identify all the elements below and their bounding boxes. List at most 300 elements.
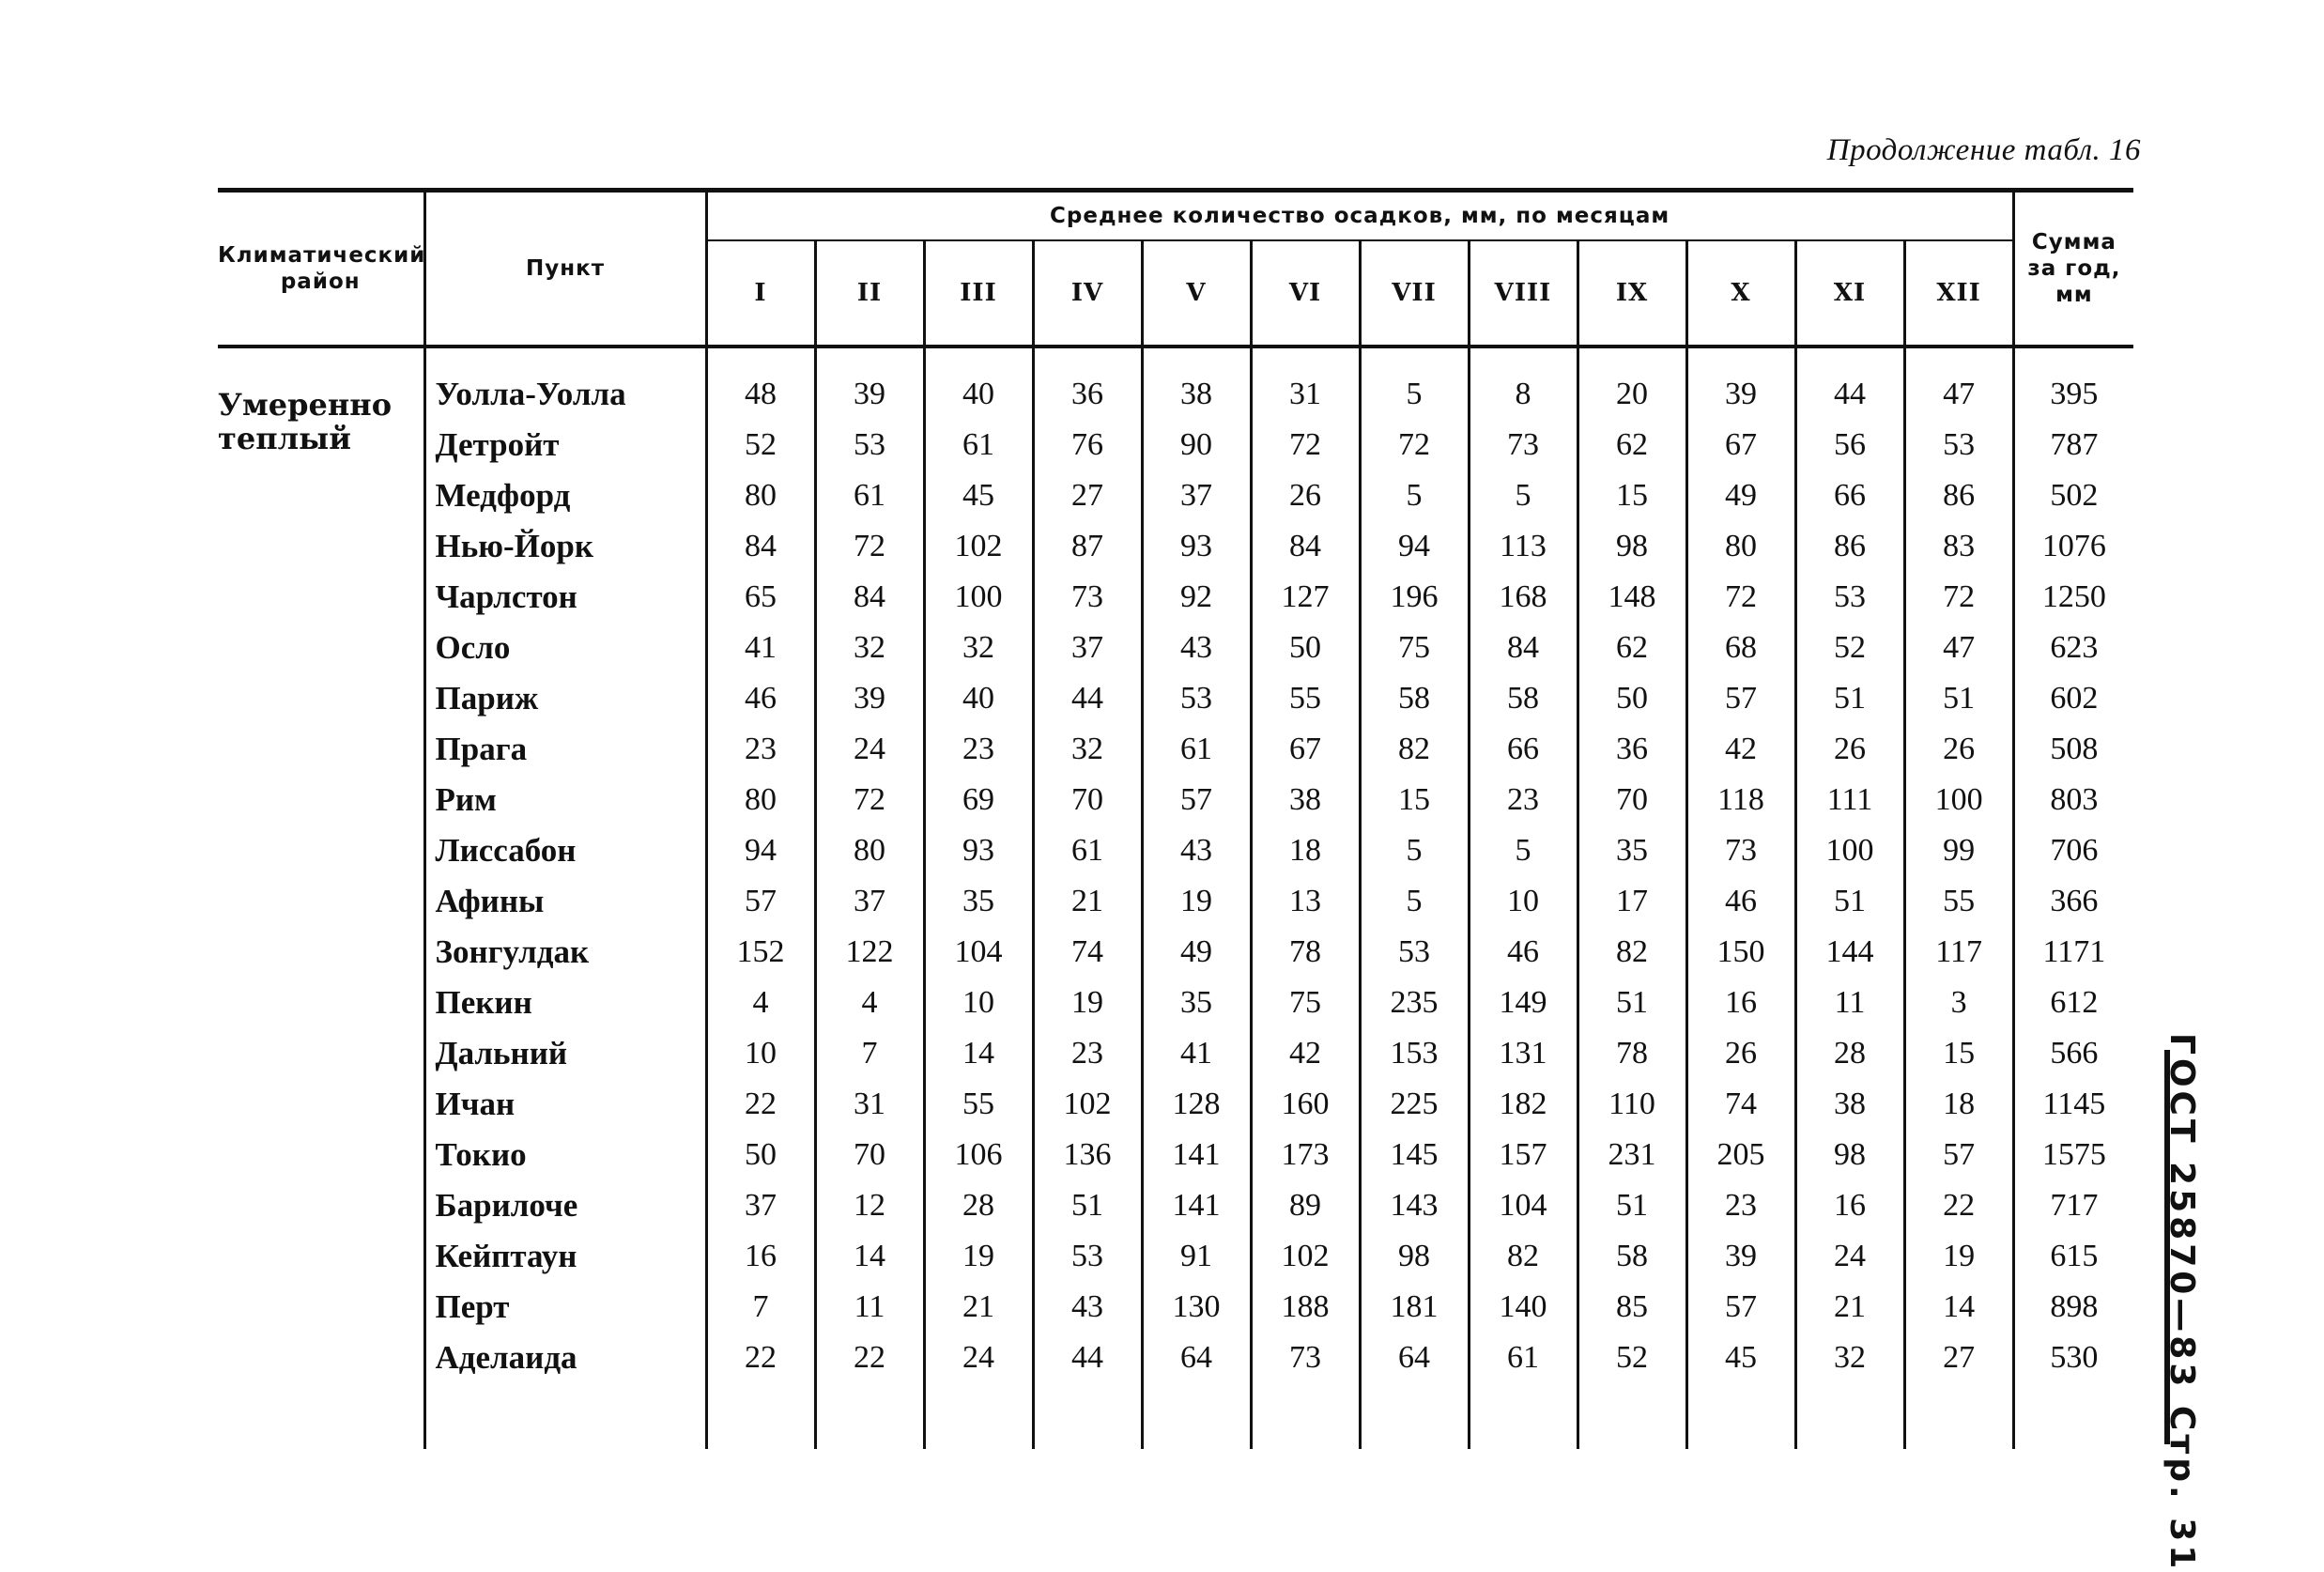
month-value-cell: 50	[1578, 673, 1686, 724]
month-value-cell: 152	[706, 927, 815, 978]
month-value-cell: 72	[1360, 420, 1469, 470]
month-value-cell: 72	[1251, 420, 1360, 470]
month-value-cell: 44	[1795, 369, 1904, 420]
table-row	[218, 927, 2133, 978]
month-value-cell: 98	[1578, 521, 1686, 572]
month-value-cell: 13	[1251, 876, 1360, 927]
month-value-cell: 38	[1795, 1079, 1904, 1130]
month-value-cell: 73	[1033, 572, 1142, 623]
month-value-cell: 26	[1904, 724, 2013, 775]
month-value-cell: 28	[1795, 1028, 1904, 1079]
month-value-cell: 21	[1033, 876, 1142, 927]
header-region: Климатический район	[218, 191, 424, 347]
month-value-cell: 55	[924, 1079, 1033, 1130]
month-value-cell: 84	[815, 572, 924, 623]
month-value-cell: 26	[1686, 1028, 1795, 1079]
month-value-cell: 26	[1251, 470, 1360, 521]
table-row	[218, 825, 2133, 876]
month-value-cell: 104	[1469, 1180, 1578, 1231]
table-row	[218, 978, 2133, 1028]
month-value-cell: 122	[815, 927, 924, 978]
place-cell: Париж	[424, 673, 706, 724]
sum-cell: 623	[2013, 623, 2133, 673]
month-value-cell: 35	[924, 876, 1033, 927]
month-value-cell: 61	[815, 470, 924, 521]
month-value-cell: 74	[1686, 1079, 1795, 1130]
month-value-cell: 35	[1142, 978, 1251, 1028]
month-value-cell: 235	[1360, 978, 1469, 1028]
month-value-cell: 84	[1469, 623, 1578, 673]
month-value-cell: 18	[1251, 825, 1360, 876]
spacer-cell	[924, 347, 1033, 369]
month-value-cell: 50	[1251, 623, 1360, 673]
table-row	[218, 623, 2133, 673]
month-value-cell: 18	[1904, 1079, 2013, 1130]
month-value-cell: 48	[706, 369, 815, 420]
table-row	[218, 572, 2133, 623]
month-value-cell: 84	[1251, 521, 1360, 572]
month-value-cell: 104	[924, 927, 1033, 978]
header-month: VI	[1251, 240, 1360, 347]
region-cell: Умеренно теплый	[218, 369, 424, 1449]
table-row	[218, 1130, 2133, 1180]
place-cell: Кейптаун	[424, 1231, 706, 1282]
place-cell: Осло	[424, 623, 706, 673]
month-value-cell: 38	[1251, 775, 1360, 825]
table-continuation-label: Продолжение табл. 16	[1826, 133, 2141, 167]
month-value-cell: 53	[1033, 1231, 1142, 1282]
month-value-cell: 99	[1904, 825, 2013, 876]
month-value-cell: 38	[1142, 369, 1251, 420]
month-value-cell: 27	[1033, 470, 1142, 521]
month-value-cell: 44	[1033, 673, 1142, 724]
month-value-cell: 37	[1142, 470, 1251, 521]
month-value-cell: 78	[1251, 927, 1360, 978]
tail-cell	[424, 1383, 706, 1449]
month-value-cell: 55	[1251, 673, 1360, 724]
place-cell: Прага	[424, 724, 706, 775]
table-row	[218, 470, 2133, 521]
month-value-cell: 47	[1904, 369, 2013, 420]
month-value-cell: 86	[1904, 470, 2013, 521]
month-value-cell: 36	[1033, 369, 1142, 420]
header-month: VIII	[1469, 240, 1578, 347]
month-value-cell: 19	[1142, 876, 1251, 927]
table-row	[218, 673, 2133, 724]
month-value-cell: 46	[706, 673, 815, 724]
place-cell: Токио	[424, 1130, 706, 1180]
month-value-cell: 145	[1360, 1130, 1469, 1180]
month-value-cell: 45	[924, 470, 1033, 521]
month-value-cell: 127	[1251, 572, 1360, 623]
month-value-cell: 110	[1578, 1079, 1686, 1130]
spacer-cell	[1469, 347, 1578, 369]
place-cell: Дальний	[424, 1028, 706, 1079]
month-value-cell: 51	[1795, 876, 1904, 927]
month-value-cell: 16	[706, 1231, 815, 1282]
month-value-cell: 23	[706, 724, 815, 775]
month-value-cell: 80	[815, 825, 924, 876]
month-value-cell: 44	[1033, 1333, 1142, 1383]
month-value-cell: 90	[1142, 420, 1251, 470]
month-value-cell: 102	[1033, 1079, 1142, 1130]
month-value-cell: 22	[1904, 1180, 2013, 1231]
month-value-cell: 113	[1469, 521, 1578, 572]
month-value-cell: 76	[1033, 420, 1142, 470]
table-body	[218, 347, 2133, 1449]
header-month: I	[706, 240, 815, 347]
month-value-cell: 37	[815, 876, 924, 927]
month-value-cell: 39	[1686, 1231, 1795, 1282]
month-value-cell: 5	[1360, 369, 1469, 420]
tail-cell	[706, 1383, 815, 1449]
month-value-cell: 23	[1686, 1180, 1795, 1231]
table-row	[218, 1282, 2133, 1333]
month-value-cell: 102	[924, 521, 1033, 572]
month-value-cell: 80	[706, 775, 815, 825]
spacer-cell	[1904, 347, 2013, 369]
month-value-cell: 21	[924, 1282, 1033, 1333]
sum-cell: 717	[2013, 1180, 2133, 1231]
month-value-cell: 24	[924, 1333, 1033, 1383]
month-value-cell: 100	[924, 572, 1033, 623]
table-row	[218, 724, 2133, 775]
spacer-cell	[1578, 347, 1686, 369]
place-cell: Детройт	[424, 420, 706, 470]
month-value-cell: 17	[1578, 876, 1686, 927]
sum-cell: 1575	[2013, 1130, 2133, 1180]
month-value-cell: 47	[1904, 623, 2013, 673]
sum-cell: 395	[2013, 369, 2133, 420]
tail-cell	[1360, 1383, 1469, 1449]
header-sum: Сумма за год, мм	[2013, 191, 2133, 347]
month-value-cell: 53	[1142, 673, 1251, 724]
month-value-cell: 61	[924, 420, 1033, 470]
sum-cell: 1171	[2013, 927, 2133, 978]
month-value-cell: 70	[815, 1130, 924, 1180]
month-value-cell: 111	[1795, 775, 1904, 825]
month-value-cell: 49	[1686, 470, 1795, 521]
sum-cell: 502	[2013, 470, 2133, 521]
month-value-cell: 16	[1795, 1180, 1904, 1231]
month-value-cell: 39	[815, 673, 924, 724]
table-row	[218, 369, 2133, 420]
month-value-cell: 141	[1142, 1180, 1251, 1231]
month-value-cell: 5	[1360, 876, 1469, 927]
month-value-cell: 53	[1360, 927, 1469, 978]
spacer-cell	[424, 347, 706, 369]
table-row	[218, 775, 2133, 825]
month-value-cell: 72	[815, 775, 924, 825]
place-cell: Афины	[424, 876, 706, 927]
month-value-cell: 31	[815, 1079, 924, 1130]
month-value-cell: 68	[1686, 623, 1795, 673]
month-value-cell: 117	[1904, 927, 2013, 978]
table-row	[218, 1231, 2133, 1282]
sum-cell: 787	[2013, 420, 2133, 470]
header-month: IX	[1578, 240, 1686, 347]
month-value-cell: 23	[1469, 775, 1578, 825]
spacer-cell	[1251, 347, 1360, 369]
sum-cell: 898	[2013, 1282, 2133, 1333]
month-value-cell: 65	[706, 572, 815, 623]
month-value-cell: 78	[1578, 1028, 1686, 1079]
month-value-cell: 92	[1142, 572, 1251, 623]
sum-cell: 602	[2013, 673, 2133, 724]
place-cell: Чарлстон	[424, 572, 706, 623]
table-row	[218, 1180, 2133, 1231]
month-value-cell: 182	[1469, 1079, 1578, 1130]
month-value-cell: 52	[1795, 623, 1904, 673]
place-cell: Зонгулдак	[424, 927, 706, 978]
table-row	[218, 521, 2133, 572]
month-value-cell: 205	[1686, 1130, 1795, 1180]
month-value-cell: 168	[1469, 572, 1578, 623]
month-value-cell: 28	[924, 1180, 1033, 1231]
sum-cell: 1250	[2013, 572, 2133, 623]
table-row	[218, 1079, 2133, 1130]
month-value-cell: 57	[1142, 775, 1251, 825]
month-value-cell: 45	[1686, 1333, 1795, 1383]
month-value-cell: 58	[1360, 673, 1469, 724]
month-value-cell: 82	[1578, 927, 1686, 978]
month-value-cell: 62	[1578, 420, 1686, 470]
month-value-cell: 80	[706, 470, 815, 521]
spacer-cell	[1360, 347, 1469, 369]
month-value-cell: 72	[1686, 572, 1795, 623]
table-row	[218, 876, 2133, 927]
month-value-cell: 149	[1469, 978, 1578, 1028]
month-value-cell: 24	[815, 724, 924, 775]
month-value-cell: 128	[1142, 1079, 1251, 1130]
month-value-cell: 55	[1904, 876, 2013, 927]
month-value-cell: 51	[1033, 1180, 1142, 1231]
sum-cell: 612	[2013, 978, 2133, 1028]
month-value-cell: 11	[815, 1282, 924, 1333]
table-row	[218, 1028, 2133, 1079]
month-value-cell: 4	[706, 978, 815, 1028]
month-value-cell: 7	[815, 1028, 924, 1079]
month-value-cell: 70	[1578, 775, 1686, 825]
month-value-cell: 61	[1469, 1333, 1578, 1383]
month-value-cell: 41	[706, 623, 815, 673]
tail-cell	[1795, 1383, 1904, 1449]
month-value-cell: 37	[1033, 623, 1142, 673]
month-value-cell: 52	[706, 420, 815, 470]
month-value-cell: 31	[1251, 369, 1360, 420]
month-value-cell: 73	[1686, 825, 1795, 876]
month-value-cell: 40	[924, 369, 1033, 420]
place-cell: Ичан	[424, 1079, 706, 1130]
table-header	[218, 191, 2133, 347]
spacer-cell	[706, 347, 815, 369]
month-value-cell: 7	[706, 1282, 815, 1333]
month-value-cell: 51	[1904, 673, 2013, 724]
month-value-cell: 82	[1469, 1231, 1578, 1282]
spacer-cell	[1795, 347, 1904, 369]
month-value-cell: 80	[1686, 521, 1795, 572]
month-value-cell: 153	[1360, 1028, 1469, 1079]
month-value-cell: 131	[1469, 1028, 1578, 1079]
month-value-cell: 64	[1360, 1333, 1469, 1383]
header-month: XII	[1904, 240, 2013, 347]
month-value-cell: 14	[815, 1231, 924, 1282]
month-value-cell: 15	[1578, 470, 1686, 521]
spacer-cell	[815, 347, 924, 369]
month-value-cell: 70	[1033, 775, 1142, 825]
month-value-cell: 130	[1142, 1282, 1251, 1333]
month-value-cell: 86	[1795, 521, 1904, 572]
tail-cell	[1578, 1383, 1686, 1449]
header-month: XI	[1795, 240, 1904, 347]
place-cell: Нью-Йорк	[424, 521, 706, 572]
header-month: III	[924, 240, 1033, 347]
month-value-cell: 89	[1251, 1180, 1360, 1231]
month-value-cell: 14	[1904, 1282, 2013, 1333]
month-value-cell: 15	[1904, 1028, 2013, 1079]
month-value-cell: 231	[1578, 1130, 1686, 1180]
month-value-cell: 57	[1904, 1130, 2013, 1180]
tail-cell	[815, 1383, 924, 1449]
month-value-cell: 4	[815, 978, 924, 1028]
month-value-cell: 16	[1686, 978, 1795, 1028]
table-row	[218, 1333, 2133, 1383]
month-value-cell: 53	[1795, 572, 1904, 623]
month-value-cell: 160	[1251, 1079, 1360, 1130]
month-value-cell: 72	[1904, 572, 2013, 623]
sum-cell: 1076	[2013, 521, 2133, 572]
place-cell: Перт	[424, 1282, 706, 1333]
month-value-cell: 51	[1578, 978, 1686, 1028]
month-value-cell: 46	[1469, 927, 1578, 978]
month-value-cell: 49	[1142, 927, 1251, 978]
month-value-cell: 36	[1578, 724, 1686, 775]
tail-cell	[924, 1383, 1033, 1449]
header-month: VII	[1360, 240, 1469, 347]
month-value-cell: 75	[1251, 978, 1360, 1028]
month-value-cell: 141	[1142, 1130, 1251, 1180]
month-value-cell: 57	[1686, 673, 1795, 724]
month-value-cell: 94	[706, 825, 815, 876]
month-value-cell: 75	[1360, 623, 1469, 673]
month-value-cell: 102	[1251, 1231, 1360, 1282]
spacer-cell	[1033, 347, 1142, 369]
month-value-cell: 46	[1686, 876, 1795, 927]
month-value-cell: 66	[1469, 724, 1578, 775]
month-value-cell: 21	[1795, 1282, 1904, 1333]
month-value-cell: 87	[1033, 521, 1142, 572]
month-value-cell: 5	[1360, 825, 1469, 876]
month-value-cell: 41	[1142, 1028, 1251, 1079]
spacer-cell	[1686, 347, 1795, 369]
month-value-cell: 23	[1033, 1028, 1142, 1079]
month-value-cell: 93	[1142, 521, 1251, 572]
tail-row	[218, 1383, 2133, 1449]
month-value-cell: 39	[1686, 369, 1795, 420]
month-value-cell: 73	[1251, 1333, 1360, 1383]
month-value-cell: 100	[1795, 825, 1904, 876]
header-month: IV	[1033, 240, 1142, 347]
month-value-cell: 10	[706, 1028, 815, 1079]
month-value-cell: 8	[1469, 369, 1578, 420]
month-value-cell: 35	[1578, 825, 1686, 876]
month-value-cell: 53	[815, 420, 924, 470]
spacer-row	[218, 347, 2133, 369]
tail-cell	[1904, 1383, 2013, 1449]
month-value-cell: 37	[706, 1180, 815, 1231]
month-value-cell: 5	[1469, 825, 1578, 876]
month-value-cell: 69	[924, 775, 1033, 825]
month-value-cell: 91	[1142, 1231, 1251, 1282]
month-value-cell: 3	[1904, 978, 2013, 1028]
month-value-cell: 94	[1360, 521, 1469, 572]
month-value-cell: 14	[924, 1028, 1033, 1079]
month-value-cell: 23	[924, 724, 1033, 775]
month-value-cell: 19	[1033, 978, 1142, 1028]
month-value-cell: 74	[1033, 927, 1142, 978]
month-value-cell: 148	[1578, 572, 1686, 623]
month-value-cell: 84	[706, 521, 815, 572]
month-value-cell: 61	[1033, 825, 1142, 876]
month-value-cell: 67	[1686, 420, 1795, 470]
spacer-cell	[2013, 347, 2133, 369]
month-value-cell: 26	[1795, 724, 1904, 775]
place-cell: Лиссабон	[424, 825, 706, 876]
month-value-cell: 106	[924, 1130, 1033, 1180]
place-cell: Пекин	[424, 978, 706, 1028]
month-value-cell: 19	[1904, 1231, 2013, 1282]
month-value-cell: 136	[1033, 1130, 1142, 1180]
month-value-cell: 144	[1795, 927, 1904, 978]
table-row	[218, 420, 2133, 470]
month-value-cell: 58	[1469, 673, 1578, 724]
month-value-cell: 143	[1360, 1180, 1469, 1231]
tail-cell	[1033, 1383, 1142, 1449]
month-value-cell: 188	[1251, 1282, 1360, 1333]
month-value-cell: 118	[1686, 775, 1795, 825]
place-cell: Уолла-Уолла	[424, 369, 706, 420]
month-value-cell: 57	[1686, 1282, 1795, 1333]
header-place: Пункт	[424, 191, 706, 347]
side-standard-label: ГОСТ 25870—83 Стр. 31	[2162, 1033, 2201, 1572]
place-cell: Барилоче	[424, 1180, 706, 1231]
place-cell: Аделаида	[424, 1333, 706, 1383]
place-cell: Медфорд	[424, 470, 706, 521]
month-value-cell: 58	[1578, 1231, 1686, 1282]
month-value-cell: 225	[1360, 1079, 1469, 1130]
month-value-cell: 61	[1142, 724, 1251, 775]
sum-cell: 566	[2013, 1028, 2133, 1079]
month-value-cell: 5	[1360, 470, 1469, 521]
tail-cell	[2013, 1383, 2133, 1449]
month-value-cell: 15	[1360, 775, 1469, 825]
sum-cell: 1145	[2013, 1079, 2133, 1130]
month-value-cell: 27	[1904, 1333, 2013, 1383]
tail-cell	[1469, 1383, 1578, 1449]
sum-cell: 530	[2013, 1333, 2133, 1383]
month-value-cell: 62	[1578, 623, 1686, 673]
month-value-cell: 39	[815, 369, 924, 420]
month-value-cell: 32	[815, 623, 924, 673]
month-value-cell: 57	[706, 876, 815, 927]
month-value-cell: 43	[1142, 825, 1251, 876]
sum-cell: 366	[2013, 876, 2133, 927]
month-value-cell: 85	[1578, 1282, 1686, 1333]
header-month: X	[1686, 240, 1795, 347]
month-value-cell: 10	[1469, 876, 1578, 927]
tail-cell	[1142, 1383, 1251, 1449]
month-value-cell: 40	[924, 673, 1033, 724]
